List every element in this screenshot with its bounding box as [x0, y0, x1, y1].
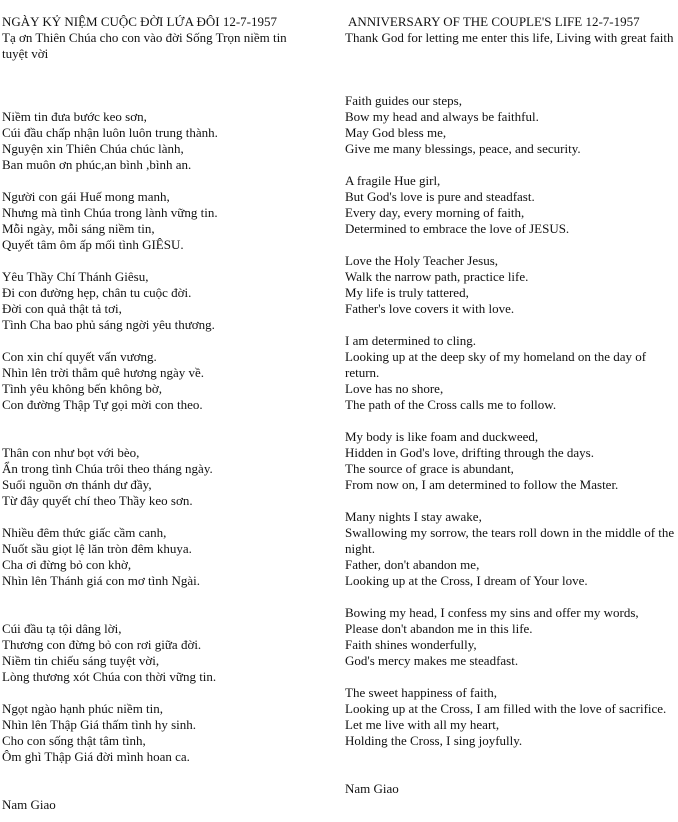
stanza — [345, 333, 675, 413]
poem-line: Many nights I stay awake, — [345, 509, 482, 524]
poem-line: Determined to embrace the love of JESUS. — [345, 221, 570, 236]
poem-line: Nhìn lên Thánh giá con mơ tình Ngài. — [2, 573, 200, 588]
poem-line: Father's love covers it with love. — [345, 301, 515, 316]
poem-line: The sweet happiness of faith, — [345, 685, 497, 700]
poem-line: Hidden in God's love, drifting through the days. — [345, 445, 594, 460]
poem-line: Niềm tin chiếu sáng tuyệt vời, — [2, 653, 160, 668]
stanza — [345, 685, 675, 749]
stanza — [345, 173, 675, 237]
english-intro: Thank God for letting me enter this life, Living with great faith — [345, 30, 674, 45]
poem-line: Holding the Cross, I sing joyfully. — [345, 733, 523, 748]
poem-line: Từ đây quyết chí theo Thầy keo sơn. — [2, 493, 193, 508]
stanza — [345, 253, 675, 317]
poem-line: Swallowing my sorrow, the tears roll down in the middle of the night. — [345, 525, 675, 556]
poem-line: Looking up at the Cross, I dream of Your love. — [345, 573, 588, 588]
poem-line: Cúi đầu tạ tội dâng lời, — [2, 621, 122, 636]
poem-line: Bow my head and always be faithful. — [345, 109, 539, 124]
poem-line: Love has no shore, — [345, 381, 444, 396]
poem-line: Nhiều đêm thức giấc cầm canh, — [2, 525, 167, 540]
poem-line: Faith guides our steps, — [345, 93, 462, 108]
poem-line: Thân con như bọt với bèo, — [2, 445, 140, 460]
poem-line: Every day, every morning of faith, — [345, 205, 525, 220]
poem-line: Cho con sống thật tâm tình, — [2, 733, 146, 748]
poem-line: The source of grace is abundant, — [345, 461, 514, 476]
vietnamese-intro: Tạ ơn Thiên Chúa cho con vào đời Sống Trọn niềm tin tuyệt vời — [2, 30, 287, 61]
vietnamese-column — [2, 14, 312, 813]
poem-line: Mỗi ngày, mỗi sáng niềm tin, — [2, 221, 155, 236]
poem-line: Suối nguồn ơn thánh dư đầy, — [2, 477, 152, 492]
english-signature: Nam Giao — [345, 781, 399, 796]
poem-line: Looking up at the deep sky of my homeland on the day of return. — [345, 349, 647, 380]
stanza — [2, 109, 312, 173]
poem-line: Love the Holy Teacher Jesus, — [345, 253, 498, 268]
stanza — [345, 93, 675, 157]
poem-line: Please don't abandon me in this life. — [345, 621, 533, 636]
poem-line: Người con gái Huế mong manh, — [2, 189, 170, 204]
poem-line: Lòng thương xót Chúa con thời vững tin. — [2, 669, 217, 684]
poem-line: Faith shines wonderfully, — [345, 637, 477, 652]
poem-line: But God's love is pure and steadfast. — [345, 189, 535, 204]
poem-line: Tình Cha bao phủ sáng ngời yêu thương. — [2, 317, 215, 332]
vietnamese-signature: Nam Giao — [2, 797, 56, 812]
poem-line: Nguyện xin Thiên Chúa chúc lành, — [2, 141, 184, 156]
vietnamese-poem — [2, 109, 312, 765]
poem-line: A fragile Hue girl, — [345, 173, 441, 188]
poem-line: Ngọt ngào hạnh phúc niềm tin, — [2, 701, 164, 716]
stanza — [345, 429, 675, 493]
poem-line: Đời con quả thật tả tơi, — [2, 301, 122, 316]
poem-line: Bowing my head, I confess my sins and offer my words, — [345, 605, 639, 620]
poem-line: Cha ơi đừng bỏ con khờ, — [2, 557, 132, 572]
poem-line: Đi con đường hẹp, chân tu cuộc đời. — [2, 285, 192, 300]
poem-line: Ẩn trong tình Chúa trôi theo tháng ngày. — [2, 461, 213, 476]
poem-line: Looking up at the Cross, I am filled with the love of sacrifice. — [345, 701, 667, 716]
poem-line: Con xin chí quyết vấn vương. — [2, 349, 157, 364]
poem-line: Thương con đừng bỏ con rơi giữa đời. — [2, 637, 202, 652]
poem-line: The path of the Cross calls me to follow. — [345, 397, 557, 412]
poem-line: Nhưng mà tình Chúa trong lành vững tin. — [2, 205, 218, 220]
english-title: ANNIVERSARY OF THE COUPLE'S LIFE 12-7-1957 — [348, 14, 640, 29]
stanza — [345, 509, 675, 589]
stanza — [2, 445, 312, 509]
poem-line: May God bless me, — [345, 125, 447, 140]
poem-line: Niềm tin đưa bước keo sơn, — [2, 109, 147, 124]
stanza — [2, 189, 312, 253]
poem-line: Cúi đầu chấp nhận luôn luôn trung thành. — [2, 125, 218, 140]
poem-line: God's mercy makes me steadfast. — [345, 653, 519, 668]
stanza — [2, 269, 312, 333]
poem-line: From now on, I am determined to follow the Master. — [345, 477, 619, 492]
vietnamese-title: NGÀY KỶ NIỆM CUỘC ĐỜI LỨA ĐÔI 12-7-1957 — [2, 14, 277, 29]
poem-line: Give me many blessings, peace, and security. — [345, 141, 581, 156]
poem-line: Nhìn lên trời thẳm quê hương ngày về. — [2, 365, 205, 380]
stanza — [345, 605, 675, 669]
poem-line: Let me live with all my heart, — [345, 717, 500, 732]
english-poem — [345, 93, 675, 749]
poem-line: I am determined to cling. — [345, 333, 477, 348]
stanza — [2, 621, 312, 685]
poem-line: My body is like foam and duckweed, — [345, 429, 539, 444]
poem-line: Ôm ghì Thập Giá đời mình hoan ca. — [2, 749, 190, 764]
stanza — [2, 701, 312, 765]
poem-line: Ban muôn ơn phúc,an bình ,bình an. — [2, 157, 192, 172]
stanza — [2, 525, 312, 589]
poem-line: Walk the narrow path, practice life. — [345, 269, 529, 284]
poem-line: Nhìn lên Thập Giá thấm tình hy sinh. — [2, 717, 197, 732]
poem-line: My life is truly tattered, — [345, 285, 469, 300]
poem-line: Quyết tâm ôm ấp mối tình GIÊSU. — [2, 237, 184, 252]
stanza — [2, 349, 312, 413]
english-column — [345, 14, 675, 797]
poem-line: Yêu Thầy Chí Thánh Giêsu, — [2, 269, 149, 284]
poem-line: Nuốt sầu giọt lệ lăn tròn đêm khuya. — [2, 541, 192, 556]
poem-line: Tình yêu không bến không bờ, — [2, 381, 162, 396]
poem-line: Father, don't abandon me, — [345, 557, 480, 572]
poem-line: Con đường Thập Tự gọi mời con theo. — [2, 397, 203, 412]
